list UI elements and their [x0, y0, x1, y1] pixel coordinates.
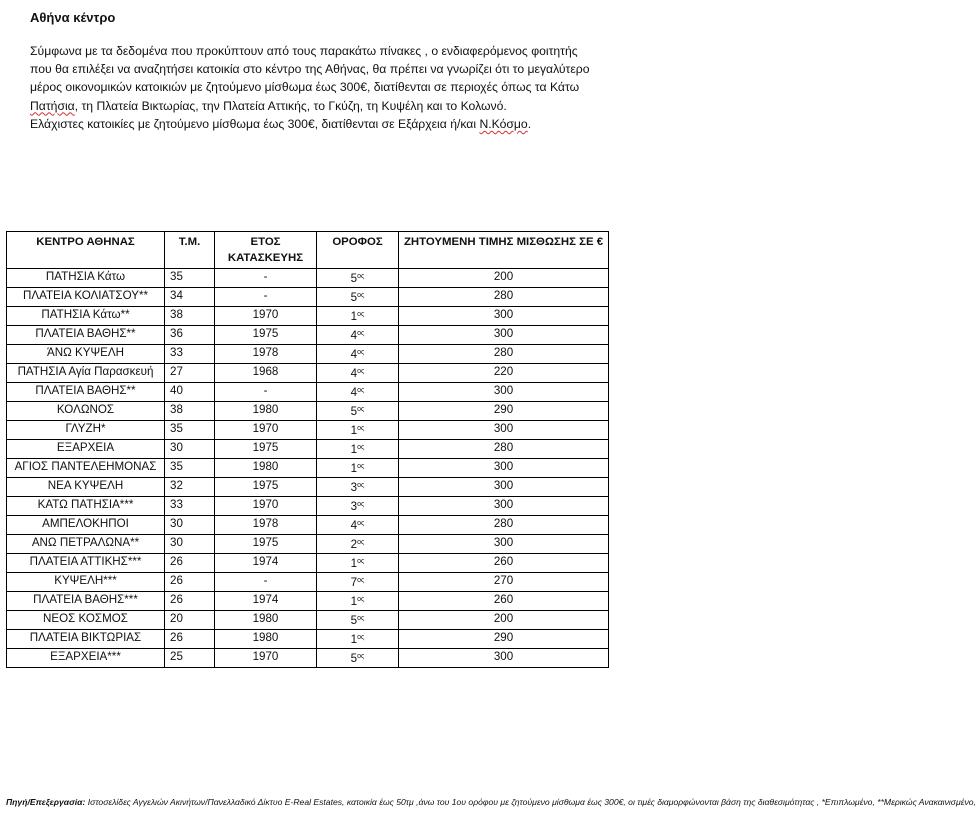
- cell-sqm: 34: [165, 288, 215, 307]
- header-area: ΚΕΝΤΡΟ ΑΘΗΝΑΣ: [7, 232, 165, 269]
- table-row: [7, 478, 609, 497]
- floor-number: 1: [350, 557, 358, 570]
- floor-suffix: ος: [357, 444, 365, 451]
- table-row: [7, 516, 609, 535]
- cell-sqm: 35: [165, 459, 215, 478]
- cell-sqm: 30: [165, 440, 215, 459]
- cell-sqm: 27: [165, 364, 215, 383]
- cell-area: ΚΑΤΩ ΠΑΤΗΣΙΑ***: [7, 497, 165, 516]
- floor-suffix: ος: [357, 520, 365, 527]
- cell-area: ΠΛΑΤΕΙΑ ΒΙΚΤΩΡΙΑΣ: [7, 630, 165, 649]
- cell-area: ΠΑΤΗΣΙΑ Κάτω**: [7, 307, 165, 326]
- floor-suffix: ος: [357, 463, 365, 470]
- cell-area: ΚΟΛΩΝΟΣ: [7, 402, 165, 421]
- cell-sqm: 35: [165, 269, 215, 288]
- intro-part-2: , τη Πλατεία Βικτωρίας, την Πλατεία Αττικής, το Γκύζη, τη Κυψέλη και το Κολωνό.: [74, 98, 507, 113]
- cell-sqm: 32: [165, 478, 215, 497]
- cell-area: ΠΑΤΗΣΙΑ Αγία Παρασκευή: [7, 364, 165, 383]
- cell-year: 1970: [215, 421, 317, 440]
- cell-sqm: 26: [165, 573, 215, 592]
- floor-suffix: ος: [357, 349, 365, 356]
- floor-suffix: ος: [357, 406, 365, 413]
- cell-year: 1974: [215, 592, 317, 611]
- cell-sqm: 25: [165, 649, 215, 668]
- cell-price: 260: [399, 554, 609, 573]
- floor-suffix: ος: [357, 330, 365, 337]
- floor-number: 1: [350, 633, 358, 646]
- cell-year: -: [215, 573, 317, 592]
- cell-price: 300: [399, 478, 609, 497]
- floor-suffix: ος: [357, 425, 365, 432]
- cell-floor: [317, 269, 399, 288]
- cell-price: 260: [399, 592, 609, 611]
- cell-year: -: [215, 383, 317, 402]
- cell-price: 300: [399, 383, 609, 402]
- table-row: [7, 326, 609, 345]
- floor-suffix: ος: [357, 387, 365, 394]
- cell-year: -: [215, 269, 317, 288]
- cell-floor: [317, 364, 399, 383]
- table-row: [7, 383, 609, 402]
- cell-area: ΆΝΩ ΚΥΨΕΛΗ: [7, 345, 165, 364]
- source-note: [6, 795, 976, 809]
- floor-number: 5: [350, 291, 358, 304]
- cell-price: 200: [399, 269, 609, 288]
- cell-floor: [317, 459, 399, 478]
- cell-year: 1968: [215, 364, 317, 383]
- floor-suffix: ος: [357, 539, 365, 546]
- cell-area: ΠΛΑΤΕΙΑ ΑΤΤΙΚΗΣ***: [7, 554, 165, 573]
- cell-floor: [317, 402, 399, 421]
- table-row: [7, 554, 609, 573]
- cell-price: 300: [399, 459, 609, 478]
- cell-sqm: 35: [165, 421, 215, 440]
- source-label: Πηγή/Επεξεργασία:: [6, 797, 86, 807]
- floor-suffix: ος: [357, 615, 365, 622]
- table-row: [7, 592, 609, 611]
- cell-year: -: [215, 288, 317, 307]
- floor-suffix: ος: [357, 292, 365, 299]
- header-floor: ΟΡΟΦΟΣ: [317, 232, 399, 269]
- table-row: [7, 421, 609, 440]
- cell-floor: [317, 440, 399, 459]
- cell-area: ΠΛΑΤΕΙΑ ΚΟΛΙΑΤΣΟΥ**: [7, 288, 165, 307]
- floor-number: 1: [350, 424, 358, 437]
- table-row: [7, 649, 609, 668]
- cell-sqm: 26: [165, 630, 215, 649]
- table-row: [7, 573, 609, 592]
- table-header-row: [7, 232, 609, 269]
- intro-part-4: .: [527, 116, 532, 131]
- header-year: ΕΤΟΣ ΚΑΤΑΣΚΕΥΗΣ: [215, 232, 317, 269]
- table-row: [7, 364, 609, 383]
- cell-price: 300: [399, 535, 609, 554]
- cell-sqm: 30: [165, 535, 215, 554]
- apartments-table: [6, 231, 609, 668]
- cell-price: 270: [399, 573, 609, 592]
- floor-number: 4: [350, 348, 358, 361]
- cell-price: 300: [399, 497, 609, 516]
- table-row: [7, 288, 609, 307]
- cell-year: 1975: [215, 326, 317, 345]
- cell-year: 1978: [215, 516, 317, 535]
- floor-number: 1: [350, 443, 358, 456]
- floor-number: 5: [350, 614, 358, 627]
- floor-number: 5: [350, 405, 358, 418]
- floor-suffix: ος: [357, 368, 365, 375]
- cell-floor: [317, 649, 399, 668]
- cell-area: ΠΛΑΤΕΙΑ ΒΑΘΗΣ***: [7, 592, 165, 611]
- floor-number: 7: [350, 576, 358, 589]
- cell-floor: [317, 554, 399, 573]
- floor-number: 4: [350, 386, 358, 399]
- intro-paragraph-1: [30, 42, 592, 115]
- floor-suffix: ος: [357, 577, 365, 584]
- cell-year: 1975: [215, 535, 317, 554]
- floor-number: 4: [350, 367, 358, 380]
- cell-year: 1970: [215, 497, 317, 516]
- cell-area: ΠΑΤΗΣΙΑ Κάτω: [7, 269, 165, 288]
- table-row: [7, 345, 609, 364]
- cell-sqm: 38: [165, 402, 215, 421]
- floor-number: 4: [350, 519, 358, 532]
- cell-floor: [317, 307, 399, 326]
- table-row: [7, 535, 609, 554]
- table-row: [7, 402, 609, 421]
- intro-paragraph-2: [30, 115, 592, 133]
- cell-price: 220: [399, 364, 609, 383]
- cell-year: 1980: [215, 611, 317, 630]
- cell-price: 300: [399, 326, 609, 345]
- cell-price: 200: [399, 611, 609, 630]
- cell-price: 280: [399, 345, 609, 364]
- table-body: [7, 269, 609, 668]
- intro-misspelled-patisia: Πατήσια: [30, 98, 75, 113]
- cell-sqm: 33: [165, 497, 215, 516]
- cell-area: ΑΜΠΕΛΟΚΗΠΟΙ: [7, 516, 165, 535]
- cell-sqm: 40: [165, 383, 215, 402]
- cell-price: 280: [399, 516, 609, 535]
- cell-floor: [317, 630, 399, 649]
- cell-sqm: 26: [165, 592, 215, 611]
- floor-number: 1: [350, 462, 358, 475]
- cell-year: 1970: [215, 649, 317, 668]
- cell-area: ΠΛΑΤΕΙΑ ΒΑΘΗΣ**: [7, 383, 165, 402]
- cell-sqm: 20: [165, 611, 215, 630]
- floor-suffix: ος: [357, 653, 365, 660]
- floor-number: 5: [350, 652, 358, 665]
- floor-suffix: ος: [357, 273, 365, 280]
- cell-year: 1975: [215, 478, 317, 497]
- cell-year: 1974: [215, 554, 317, 573]
- floor-suffix: ος: [357, 482, 365, 489]
- table-row: [7, 497, 609, 516]
- floor-suffix: ος: [357, 501, 365, 508]
- cell-area: ΑΓΙΟΣ ΠΑΝΤΕΛΕΗΜΟΝΑΣ: [7, 459, 165, 478]
- table-row: [7, 440, 609, 459]
- cell-year: 1980: [215, 459, 317, 478]
- cell-area: ΕΞΑΡΧΕΙΑ***: [7, 649, 165, 668]
- cell-floor: [317, 611, 399, 630]
- floor-suffix: ος: [357, 596, 365, 603]
- cell-sqm: 33: [165, 345, 215, 364]
- cell-floor: [317, 345, 399, 364]
- cell-price: 300: [399, 649, 609, 668]
- table-row: [7, 459, 609, 478]
- cell-year: 1980: [215, 630, 317, 649]
- cell-year: 1975: [215, 440, 317, 459]
- cell-area: ΕΞΑΡΧΕΙΑ: [7, 440, 165, 459]
- cell-year: 1980: [215, 402, 317, 421]
- table-row: [7, 611, 609, 630]
- cell-sqm: 36: [165, 326, 215, 345]
- cell-floor: [317, 573, 399, 592]
- cell-sqm: 26: [165, 554, 215, 573]
- floor-number: 5: [350, 272, 358, 285]
- table-row: [7, 307, 609, 326]
- cell-area: ΝΕΑ ΚΥΨΕΛΗ: [7, 478, 165, 497]
- floor-number: 3: [350, 500, 358, 513]
- cell-sqm: 38: [165, 307, 215, 326]
- intro-misspelled-kosmos: Ν.Κόσμο: [479, 116, 528, 131]
- header-sqm: Τ.Μ.: [165, 232, 215, 269]
- floor-suffix: ος: [357, 558, 365, 565]
- cell-price: 300: [399, 421, 609, 440]
- intro-part-1: Σύμφωνα με τα δεδομένα που προκύπτουν από τους παρακάτω πίνακες , ο ενδιαφερόμενος φοιτητής που θα επιλέξει να αναζητήσει κατοικία στο κέντρο της Αθήνας, θα πρέπει να γνωρίζει ότι το μεγαλύτερο μέρος οικονομικών κατοικιών με ζητούμενο μίσθωμα έως 300€, διατίθενται σε περιοχές όπως τα Κάτω: [30, 44, 590, 95]
- table-row: [7, 269, 609, 288]
- floor-number: 4: [350, 329, 358, 342]
- cell-floor: [317, 516, 399, 535]
- cell-area: ΓΛΥΖΗ*: [7, 421, 165, 440]
- source-text: Ιστοσελίδες Αγγελιών Ακινήτων/Πανελλαδικό Δίκτυο E-Real Estates, κατοικία έως 50τμ ,άνω του 1ου ορόφου με ζητούμενο μίσθωμα έως 300€, οι τιμές διαμορφώνονται βάση της διαθεσιμότητας , *Επιπλωμένο, **Μερικώς Ανακαινισμένο,: [85, 797, 976, 807]
- cell-price: 280: [399, 288, 609, 307]
- cell-floor: [317, 478, 399, 497]
- cell-area: ΑΝΩ ΠΕΤΡΑΛΩΝΑ**: [7, 535, 165, 554]
- intro-text: [30, 42, 592, 133]
- intro-part-3: Ελάχιστες κατοικίες με ζητούμενο μίσθωμα έως 300€, διατίθενται σε Εξάρχεια ή/και: [30, 116, 480, 131]
- cell-year: 1970: [215, 307, 317, 326]
- floor-suffix: ος: [357, 311, 365, 318]
- floor-number: 3: [350, 481, 358, 494]
- cell-area: ΚΥΨΕΛΗ***: [7, 573, 165, 592]
- floor-number: 1: [350, 595, 358, 608]
- cell-floor: [317, 383, 399, 402]
- cell-price: 290: [399, 402, 609, 421]
- floor-number: 2: [350, 538, 358, 551]
- floor-number: 1: [350, 310, 358, 323]
- cell-sqm: 30: [165, 516, 215, 535]
- cell-year: 1978: [215, 345, 317, 364]
- cell-price: 290: [399, 630, 609, 649]
- cell-area: ΝΕΟΣ ΚΟΣΜΟΣ: [7, 611, 165, 630]
- cell-floor: [317, 288, 399, 307]
- cell-floor: [317, 421, 399, 440]
- cell-floor: [317, 535, 399, 554]
- cell-price: 280: [399, 440, 609, 459]
- document-title: Αθήνα κέντρο: [30, 10, 116, 25]
- cell-floor: [317, 592, 399, 611]
- cell-floor: [317, 326, 399, 345]
- header-price: ΖΗΤΟΥΜΕΝΗ ΤΙΜΗΣ ΜΙΣΘΩΣΗΣ ΣΕ €: [399, 232, 609, 269]
- cell-price: 300: [399, 307, 609, 326]
- floor-suffix: ος: [357, 634, 365, 641]
- cell-floor: [317, 497, 399, 516]
- cell-area: ΠΛΑΤΕΙΑ ΒΑΘΗΣ**: [7, 326, 165, 345]
- table-row: [7, 630, 609, 649]
